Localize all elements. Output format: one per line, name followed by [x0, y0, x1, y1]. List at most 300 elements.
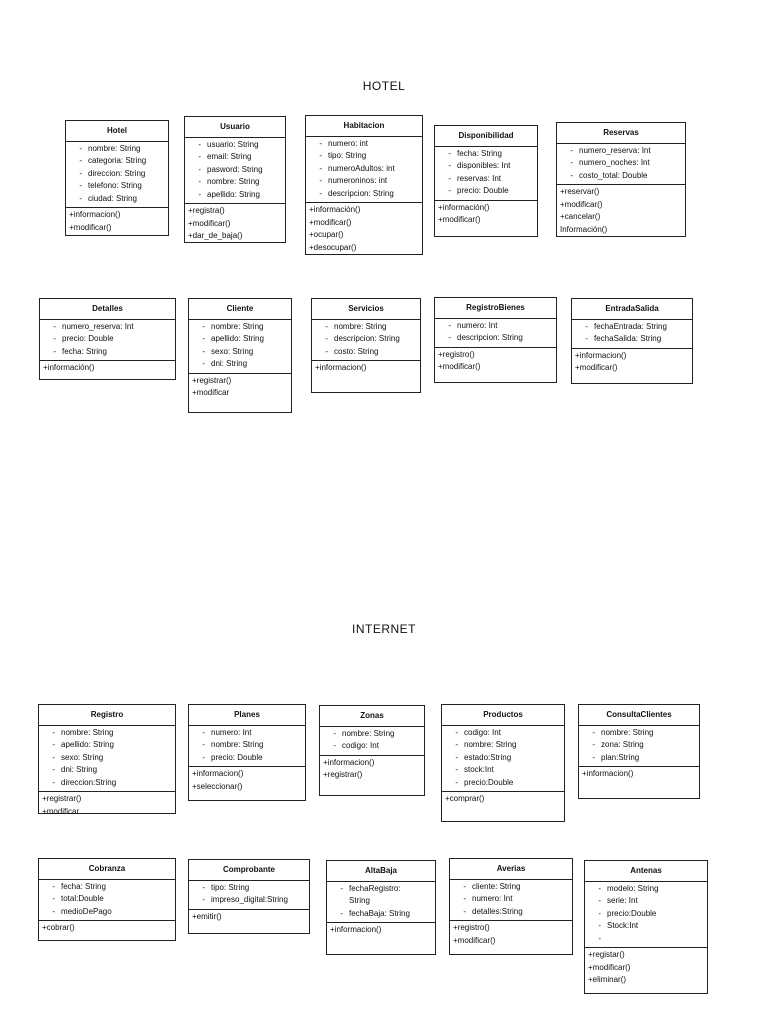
attribute-text: nombre: String — [207, 177, 260, 186]
attribute-list — [585, 882, 707, 949]
attribute-row — [444, 764, 562, 777]
attribute-text: direccion: String — [88, 168, 146, 178]
private-visibility-marker: - — [319, 163, 322, 173]
attribute-text: precio: Double — [211, 752, 263, 762]
private-visibility-marker: - — [53, 346, 56, 356]
attribute-text: direccion:String — [61, 777, 117, 787]
attribute-row — [587, 920, 705, 933]
private-visibility-marker: - — [598, 933, 601, 943]
attribute-row — [41, 739, 173, 752]
method-list — [320, 756, 424, 784]
attribute-text: total:Double — [61, 894, 104, 903]
attribute-list — [40, 320, 175, 362]
method-row: +modificar — [42, 806, 80, 816]
method-list — [572, 349, 692, 377]
method-row: +informacion() — [330, 925, 382, 934]
attribute-row — [41, 881, 173, 894]
attribute-text: categoria: String — [88, 156, 147, 165]
attribute-list — [572, 320, 692, 349]
method-row: +modificar() — [309, 217, 352, 227]
method-row: +comprar() — [445, 794, 485, 803]
method-list — [66, 208, 168, 236]
attribute-row — [587, 933, 705, 946]
attribute-list — [579, 726, 699, 768]
method-list — [39, 792, 175, 820]
attribute-row — [42, 346, 173, 359]
method-row: +registar() — [588, 950, 625, 959]
private-visibility-marker: - — [52, 906, 55, 916]
attribute-text: reservas: Int — [457, 173, 502, 183]
private-visibility-marker: - — [455, 752, 458, 762]
private-visibility-marker: - — [448, 173, 451, 183]
attribute-list — [185, 138, 285, 205]
private-visibility-marker: - — [455, 765, 458, 774]
attribute-text: fecha: String — [62, 346, 107, 356]
attribute-text: numeroAdultos: int — [328, 163, 395, 173]
attribute-text: numeroninos: int — [328, 176, 388, 185]
method-row: +informacion() — [69, 210, 121, 219]
attribute-row — [437, 148, 535, 161]
class-name: Reservas — [557, 123, 685, 144]
method-row: +registro() — [438, 349, 475, 359]
private-visibility-marker: - — [198, 152, 201, 161]
private-visibility-marker: - — [319, 176, 322, 185]
private-visibility-marker: - — [325, 334, 328, 343]
attribute-text: serie: Int — [607, 896, 638, 905]
attribute-text: fecha: String — [457, 148, 502, 158]
method-list — [189, 910, 309, 926]
attribute-text: precio:Double — [464, 777, 514, 787]
attribute-row — [574, 333, 690, 346]
private-visibility-marker: - — [592, 740, 595, 749]
attribute-row — [42, 333, 173, 346]
attribute-row — [314, 321, 418, 334]
class-box-registro-bienes — [434, 297, 557, 383]
attribute-list — [327, 882, 435, 924]
method-row: +eliminar() — [588, 975, 627, 984]
attribute-row — [191, 894, 307, 907]
attribute-row — [587, 883, 705, 896]
attribute-text: nombre: String — [334, 321, 387, 331]
attribute-row — [41, 752, 173, 765]
private-visibility-marker: - — [202, 727, 205, 737]
private-visibility-marker: - — [52, 894, 55, 903]
method-list — [40, 361, 175, 377]
class-name: Detalles — [40, 299, 175, 320]
method-row: +informacion() — [575, 350, 627, 360]
attribute-text: Stock:Int — [607, 921, 639, 930]
private-visibility-marker: - — [570, 170, 573, 180]
private-visibility-marker: - — [340, 908, 343, 918]
attribute-text: disponibles: Int — [457, 161, 511, 170]
attribute-row — [574, 321, 690, 334]
method-row: +registrar() — [192, 375, 232, 385]
method-row: +modificar() — [188, 218, 231, 228]
attribute-text: detalles:String — [472, 906, 523, 916]
attribute-text: dni: String — [211, 359, 248, 368]
method-row: +información() — [43, 363, 95, 372]
attribute-text: apellido: String — [207, 189, 260, 199]
attribute-text: descripcion: String — [457, 333, 523, 342]
attribute-text: fecha: String — [61, 881, 106, 891]
attribute-row — [437, 320, 554, 333]
attribute-list — [189, 726, 305, 768]
method-row: +modificar() — [438, 215, 481, 224]
attribute-row — [587, 908, 705, 921]
attribute-row — [581, 727, 697, 740]
attribute-row — [68, 155, 166, 168]
class-name: Servicios — [312, 299, 420, 320]
class-box-cliente — [188, 298, 292, 413]
attribute-text: numero: Int — [472, 894, 513, 903]
class-name: Hotel — [66, 121, 168, 142]
private-visibility-marker: - — [570, 158, 573, 167]
attribute-row — [41, 777, 173, 790]
attribute-row — [41, 893, 173, 906]
class-name: Averias — [450, 859, 572, 880]
private-visibility-marker: - — [202, 740, 205, 749]
private-visibility-marker: - — [463, 906, 466, 916]
attribute-text: zona: String — [601, 740, 644, 749]
private-visibility-marker: - — [202, 334, 205, 343]
class-box-cobranza — [38, 858, 176, 941]
class-box-consulta-clientes — [578, 704, 700, 799]
attribute-text: nombre: String — [601, 727, 654, 737]
attribute-text: fechaRegistro: String — [349, 883, 401, 905]
attribute-text: estado:String — [464, 752, 512, 762]
attribute-row — [68, 193, 166, 206]
method-row: +modificar() — [453, 935, 496, 945]
private-visibility-marker: - — [325, 321, 328, 331]
class-box-averias — [449, 858, 573, 955]
attribute-row — [41, 764, 173, 777]
attribute-text: tipo: String — [211, 882, 250, 892]
attribute-list — [189, 320, 291, 374]
attribute-text: descripcion: String — [334, 334, 400, 343]
attribute-text: precio: Double — [62, 334, 114, 343]
private-visibility-marker: - — [448, 186, 451, 195]
class-box-hotel — [65, 120, 169, 236]
attribute-text: precio:Double — [607, 908, 657, 918]
attribute-row — [187, 164, 283, 177]
attribute-row — [437, 173, 535, 186]
attribute-list — [189, 881, 309, 910]
attribute-row — [308, 175, 420, 188]
attribute-text: costo: String — [334, 346, 379, 356]
method-row: +registra() — [188, 206, 225, 215]
private-visibility-marker: - — [448, 148, 451, 158]
attribute-text: pasword: String — [207, 164, 263, 174]
attribute-row — [191, 358, 289, 371]
attribute-list — [557, 144, 685, 186]
attribute-text: email: String — [207, 152, 252, 161]
attribute-row — [42, 321, 173, 334]
class-name: Comprobante — [189, 860, 309, 881]
private-visibility-marker: - — [202, 752, 205, 762]
private-visibility-marker: - — [202, 895, 205, 904]
attribute-row — [587, 895, 705, 908]
method-list — [312, 361, 420, 377]
private-visibility-marker: - — [448, 333, 451, 342]
class-name: Registro — [39, 705, 175, 726]
class-name: AltaBaja — [327, 861, 435, 882]
attribute-text: apellido: String — [211, 334, 264, 343]
attribute-text: fechaEntrada: String — [594, 321, 667, 331]
attribute-text: nombre: String — [342, 728, 395, 738]
method-row: +emitir() — [192, 911, 222, 921]
method-list — [185, 204, 285, 245]
method-row: +cobrar() — [42, 923, 75, 932]
class-box-usuario — [184, 116, 286, 243]
private-visibility-marker: - — [319, 151, 322, 160]
method-row: +informacion() — [315, 363, 367, 372]
attribute-text: usuario: String — [207, 139, 259, 149]
attribute-row — [581, 752, 697, 765]
class-box-habitacion — [305, 115, 423, 255]
method-row: +modificar() — [588, 962, 631, 972]
attribute-text: telefono: String — [88, 181, 142, 190]
attribute-text: nombre: String — [464, 740, 517, 749]
private-visibility-marker: - — [592, 727, 595, 737]
method-row: +seleccionar() — [192, 781, 243, 791]
attribute-row — [187, 176, 283, 189]
private-visibility-marker: - — [598, 921, 601, 930]
attribute-row — [444, 752, 562, 765]
private-visibility-marker: - — [79, 156, 82, 165]
method-row: +dar_de_baja() — [188, 231, 243, 240]
method-row: +modificar() — [560, 199, 603, 209]
private-visibility-marker: - — [52, 752, 55, 762]
attribute-text: numero_noches: Int — [579, 158, 650, 167]
attribute-text: cliente: String — [472, 881, 521, 891]
attribute-text: numero_reserva: Int — [579, 145, 651, 155]
attribute-row — [191, 727, 303, 740]
private-visibility-marker: - — [52, 777, 55, 787]
attribute-row — [437, 332, 554, 345]
private-visibility-marker: - — [198, 189, 201, 199]
attribute-text — [607, 933, 705, 946]
attribute-text: fechaSalida: String — [594, 334, 662, 343]
attribute-row — [68, 180, 166, 193]
attribute-row — [308, 188, 420, 201]
private-visibility-marker: - — [333, 741, 336, 750]
attribute-text: sexo: String — [211, 346, 254, 356]
private-visibility-marker: - — [333, 728, 336, 738]
private-visibility-marker: - — [325, 346, 328, 356]
attribute-text: modelo: String — [607, 883, 659, 893]
attribute-text: stock:Int — [464, 765, 494, 774]
private-visibility-marker: - — [585, 334, 588, 343]
method-row: Información() — [560, 224, 608, 234]
class-box-detalles — [39, 298, 176, 380]
private-visibility-marker: - — [79, 193, 82, 203]
private-visibility-marker: - — [463, 881, 466, 891]
attribute-row — [437, 185, 535, 198]
attribute-text: precio: Double — [457, 186, 509, 195]
class-name: ConsultaClientes — [579, 705, 699, 726]
attribute-text: dni: String — [61, 765, 98, 774]
attribute-row — [41, 727, 173, 740]
private-visibility-marker: - — [53, 321, 56, 331]
class-name: RegistroBienes — [435, 298, 556, 319]
private-visibility-marker: - — [455, 740, 458, 749]
attribute-text: nombre: String — [88, 143, 141, 153]
attribute-list — [435, 147, 537, 201]
attribute-list — [450, 880, 572, 922]
method-row: +información() — [309, 205, 361, 214]
attribute-row — [308, 150, 420, 163]
attribute-list — [435, 319, 556, 348]
attribute-row — [187, 139, 283, 152]
attribute-text: numero: Int — [457, 320, 498, 330]
private-visibility-marker: - — [340, 883, 343, 893]
class-box-registro — [38, 704, 176, 814]
class-box-disponibilidad — [434, 125, 538, 237]
method-row: +registrar() — [42, 794, 82, 803]
method-list — [435, 201, 537, 229]
attribute-text: fechaBaja: String — [349, 908, 410, 918]
class-box-entrada-salida — [571, 298, 693, 384]
attribute-text: apellido: String — [61, 740, 114, 749]
private-visibility-marker: - — [598, 896, 601, 905]
attribute-text: numero: int — [328, 138, 369, 148]
method-list — [306, 203, 422, 256]
attribute-text: ciudad: String — [88, 193, 137, 203]
attribute-row — [559, 170, 683, 183]
attribute-row — [322, 728, 422, 741]
private-visibility-marker: - — [202, 882, 205, 892]
private-visibility-marker: - — [598, 883, 601, 893]
attribute-row — [191, 333, 289, 346]
method-row: +desocupar() — [309, 242, 357, 252]
internet-title: INTERNET — [352, 622, 416, 636]
private-visibility-marker: - — [585, 321, 588, 331]
method-row: +cancelar() — [560, 212, 601, 221]
attribute-text: descripcion: String — [328, 188, 394, 198]
class-box-servicios — [311, 298, 421, 393]
method-list — [450, 921, 572, 949]
attribute-row — [68, 143, 166, 156]
attribute-list — [312, 320, 420, 362]
class-box-antenas — [584, 860, 708, 994]
attribute-list — [66, 142, 168, 209]
class-name: Productos — [442, 705, 564, 726]
private-visibility-marker: - — [455, 777, 458, 787]
attribute-list — [320, 727, 424, 756]
attribute-row — [452, 881, 570, 894]
class-box-comprobante — [188, 859, 310, 934]
attribute-row — [308, 138, 420, 151]
class-name: Habitacion — [306, 116, 422, 137]
private-visibility-marker: - — [448, 320, 451, 330]
class-box-alta-baja — [326, 860, 436, 955]
private-visibility-marker: - — [79, 168, 82, 178]
attribute-text: nombre: String — [61, 727, 114, 737]
attribute-row — [559, 157, 683, 170]
attribute-row — [191, 752, 303, 765]
private-visibility-marker: - — [79, 143, 82, 153]
method-list — [435, 348, 556, 376]
attribute-text: medioDePago — [61, 906, 112, 916]
attribute-row — [314, 333, 418, 346]
method-row: +ocupar() — [309, 230, 344, 239]
method-row: +informacion() — [192, 769, 244, 778]
private-visibility-marker: - — [198, 139, 201, 149]
attribute-text: codigo: Int — [464, 727, 501, 737]
method-row: +informacion() — [323, 757, 375, 767]
attribute-row — [452, 906, 570, 919]
method-list — [189, 767, 305, 795]
private-visibility-marker: - — [202, 359, 205, 368]
hotel-title: HOTEL — [362, 79, 406, 93]
attribute-text: plan:String — [601, 752, 640, 762]
private-visibility-marker: - — [79, 181, 82, 190]
attribute-list — [39, 726, 175, 793]
attribute-row — [314, 346, 418, 359]
class-name: Zonas — [320, 706, 424, 727]
private-visibility-marker: - — [319, 138, 322, 148]
private-visibility-marker: - — [463, 894, 466, 903]
class-name: Cliente — [189, 299, 291, 320]
method-row: +modificar() — [575, 363, 618, 372]
method-row: +informacion() — [582, 769, 634, 778]
private-visibility-marker: - — [598, 908, 601, 918]
attribute-text: impreso_digital:String — [211, 895, 288, 904]
method-list — [442, 792, 564, 808]
attribute-row — [559, 145, 683, 158]
attribute-row — [68, 168, 166, 181]
private-visibility-marker: - — [198, 164, 201, 174]
private-visibility-marker: - — [592, 752, 595, 762]
method-row: +registrar() — [323, 770, 363, 779]
method-list — [585, 948, 707, 989]
method-row: +reservar() — [560, 187, 600, 196]
attribute-row — [329, 883, 433, 908]
attribute-text: nombre: String — [211, 321, 264, 331]
method-list — [327, 923, 435, 939]
private-visibility-marker: - — [202, 346, 205, 356]
attribute-text: costo_total: Double — [579, 170, 648, 180]
attribute-text: nombre: String — [211, 740, 264, 749]
private-visibility-marker: - — [198, 177, 201, 186]
class-box-zonas — [319, 705, 425, 796]
attribute-row — [329, 908, 433, 921]
attribute-text: tipo: String — [328, 151, 367, 160]
method-list — [557, 185, 685, 238]
attribute-row — [187, 151, 283, 164]
private-visibility-marker: - — [52, 881, 55, 891]
class-box-planes — [188, 704, 306, 801]
class-name: Antenas — [585, 861, 707, 882]
attribute-row — [191, 882, 307, 895]
attribute-text: codigo: Int — [342, 741, 379, 750]
private-visibility-marker: - — [52, 765, 55, 774]
class-name: Planes — [189, 705, 305, 726]
method-row: +modificar — [192, 388, 230, 397]
private-visibility-marker: - — [570, 145, 573, 155]
class-name: Cobranza — [39, 859, 175, 880]
attribute-list — [39, 880, 175, 922]
method-row: +registro() — [453, 923, 490, 932]
attribute-row — [187, 189, 283, 202]
attribute-text: numero: Int — [211, 727, 252, 737]
class-box-productos — [441, 704, 565, 822]
class-name: Usuario — [185, 117, 285, 138]
method-list — [189, 374, 291, 402]
class-box-reservas — [556, 122, 686, 237]
class-name: EntradaSalida — [572, 299, 692, 320]
method-row: +modificar() — [69, 222, 112, 232]
